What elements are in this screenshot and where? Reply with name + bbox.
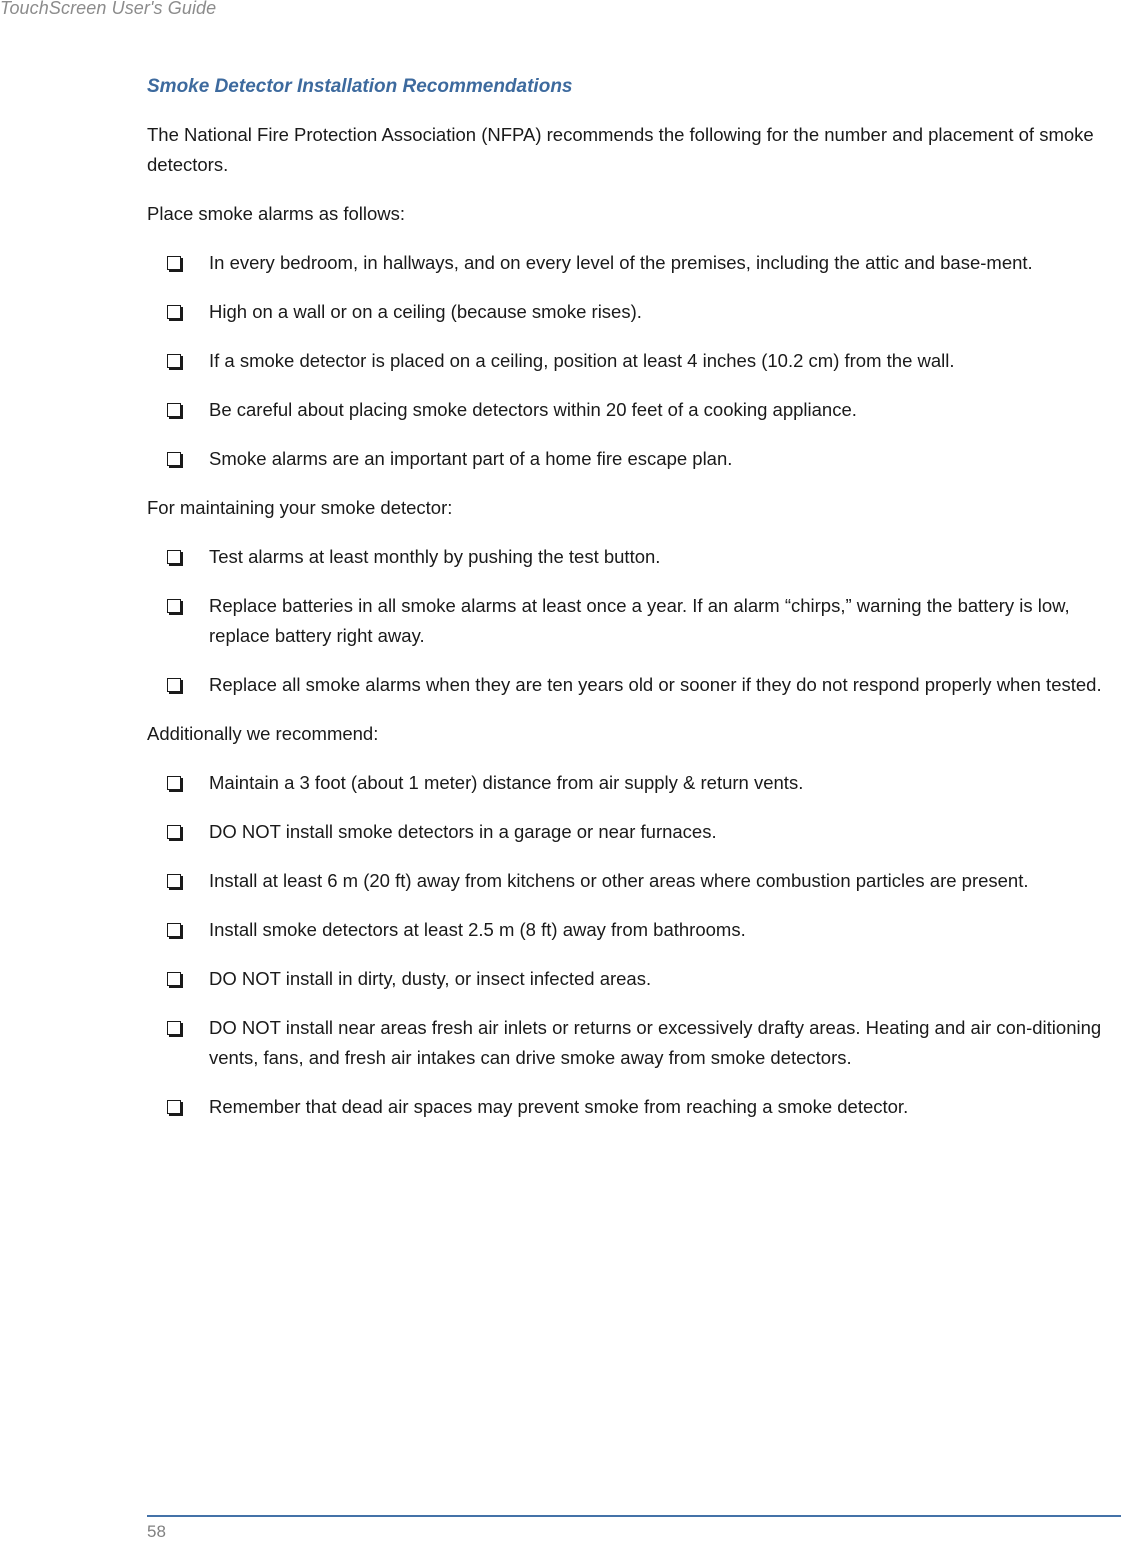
list-item bbox=[147, 444, 1117, 474]
maintenance-lead: For maintaining your smoke detector: bbox=[147, 497, 453, 518]
list-item-text: Maintain a 3 foot (about 1 meter) distance from air supply & return vents. bbox=[209, 772, 804, 793]
checkbox-icon bbox=[167, 256, 181, 270]
checkbox-icon bbox=[167, 452, 181, 466]
list-item bbox=[147, 248, 1117, 278]
page-content bbox=[147, 74, 1117, 1141]
additional-list bbox=[147, 768, 1117, 1122]
checkbox-icon bbox=[167, 1021, 181, 1035]
list-item-text: DO NOT install smoke detectors in a garage or near furnaces. bbox=[209, 821, 717, 842]
checkbox-icon bbox=[167, 354, 181, 368]
list-item-text: Install smoke detectors at least 2.5 m (8 ft) away from bathrooms. bbox=[209, 919, 746, 940]
checkbox-icon bbox=[167, 403, 181, 417]
list-item-text: Test alarms at least monthly by pushing the test button. bbox=[209, 546, 661, 567]
maintenance-list bbox=[147, 542, 1117, 700]
checkbox-icon bbox=[167, 305, 181, 319]
list-item-text: Smoke alarms are an important part of a home fire escape plan. bbox=[209, 448, 733, 469]
list-item bbox=[147, 817, 1117, 847]
list-item-text: Be careful about placing smoke detectors within 20 feet of a cooking appliance. bbox=[209, 399, 857, 420]
list-item-text: Replace all smoke alarms when they are ten years old or sooner if they do not respond properly when tested. bbox=[209, 674, 1102, 695]
list-item-text: DO NOT install near areas fresh air inlets or returns or excessively drafty areas. Heating and air con-ditioning vents, fans, and fresh air intakes can drive smoke away from smoke detectors. bbox=[209, 1017, 1102, 1068]
list-item bbox=[147, 670, 1117, 700]
list-item-text: Install at least 6 m (20 ft) away from kitchens or other areas where combustion particles are present. bbox=[209, 870, 1029, 891]
checkbox-icon bbox=[167, 1100, 181, 1114]
list-item-text: If a smoke detector is placed on a ceiling, position at least 4 inches (10.2 cm) from the wall. bbox=[209, 350, 955, 371]
list-item bbox=[147, 866, 1117, 896]
list-item bbox=[147, 768, 1117, 798]
list-item bbox=[147, 1092, 1117, 1122]
page-number: 58 bbox=[147, 1522, 166, 1541]
list-item bbox=[147, 1013, 1117, 1073]
checkbox-icon bbox=[167, 972, 181, 986]
list-item bbox=[147, 542, 1117, 572]
list-item-text: Remember that dead air spaces may prevent smoke from reaching a smoke detector. bbox=[209, 1096, 909, 1117]
list-item bbox=[147, 395, 1117, 425]
list-item-text: DO NOT install in dirty, dusty, or insect infected areas. bbox=[209, 968, 652, 989]
list-item bbox=[147, 297, 1117, 327]
list-item bbox=[147, 591, 1117, 651]
checkbox-icon bbox=[167, 874, 181, 888]
placement-lead: Place smoke alarms as follows: bbox=[147, 203, 406, 224]
section-title: Smoke Detector Installation Recommendations bbox=[147, 76, 573, 97]
intro-paragraph: The National Fire Protection Association (NFPA) recommends the following for the number and placement of smoke detectors. bbox=[147, 124, 1094, 175]
list-item-text: Replace batteries in all smoke alarms at least once a year. If an alarm “chirps,” warning the battery is low, replace battery right away. bbox=[209, 595, 1070, 646]
checkbox-icon bbox=[167, 825, 181, 839]
list-item bbox=[147, 346, 1117, 376]
footer-divider bbox=[147, 1515, 1121, 1517]
checkbox-icon bbox=[167, 599, 181, 613]
checkbox-icon bbox=[167, 923, 181, 937]
checkbox-icon bbox=[167, 678, 181, 692]
list-item-text: In every bedroom, in hallways, and on every level of the premises, including the attic and base-ment. bbox=[209, 252, 1033, 273]
placement-list bbox=[147, 248, 1117, 474]
checkbox-icon bbox=[167, 776, 181, 790]
running-header: TouchScreen User's Guide bbox=[0, 0, 217, 18]
list-item bbox=[147, 915, 1117, 945]
list-item bbox=[147, 964, 1117, 994]
list-item-text: High on a wall or on a ceiling (because smoke rises). bbox=[209, 301, 642, 322]
checkbox-icon bbox=[167, 550, 181, 564]
additional-lead: Additionally we recommend: bbox=[147, 723, 379, 744]
